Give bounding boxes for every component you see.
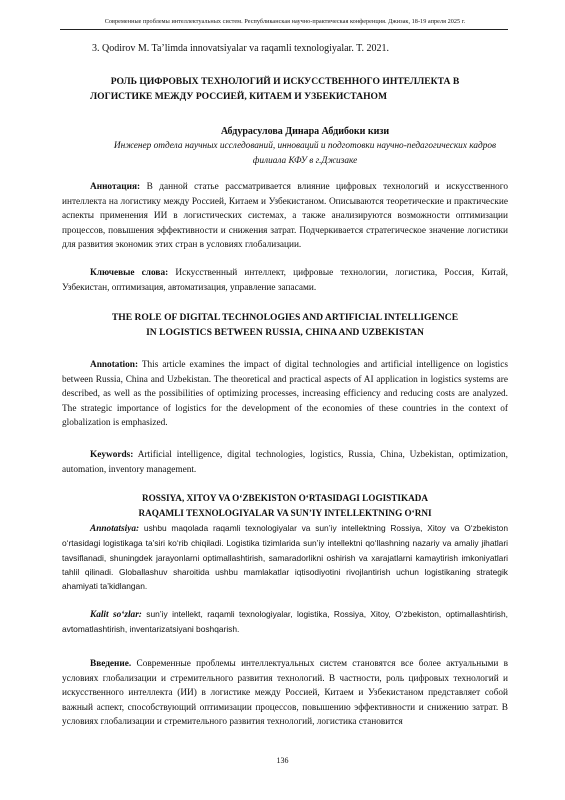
- uz-title-line1: ROSSIYA, XITOY VA O‘ZBEKISTON O‘RTASIDAGI LOGISTIKADA: [141, 493, 429, 503]
- author-affiliation: Инженер отдела научных исследований, инноваций и подготовки научно-педагогических кадров филиала КФУ в г.Джизаке: [113, 141, 497, 166]
- en-abstract-text: This article examines the impact of digital technologies and artificial intelligence on logistics between Russia, China and Uzbekistan. The theoretical and practical aspects of AI application in logistics systems are described, as well as the possibilities of optimizing processes, increasing efficiency and reducing costs are analyzed. The strategic importance of logistics for the development of the economies of these countries in the context of globalization is emphasized.: [62, 360, 508, 428]
- ru-keywords-text: Искусственный интеллект, цифровые технологии, логистика, Россия, Китай, Узбекистан, оптимизация, автоматизация, управление запасами.: [62, 268, 508, 293]
- intro-text: Современные проблемы интеллектуальных систем становятся все более актуальными в условиях глобализации и стремительного развития технологий. В частности, роль цифровых технологий и искусственного интеллекта (ИИ) в логистике между Россией, Китаем и Узбекистаном представляет собой важный аспект, способствующий оптимизации процессов, повышению эффективности и снижению затрат. В условиях глобализации и стремительного развития технологий, логистика становится: [62, 659, 508, 727]
- ru-title-line2: ЛОГИСТИКЕ МЕЖДУ РОССИЕЙ, КИТАЕМ И УЗБЕКИСТАНОМ: [90, 91, 388, 102]
- ru-title: [62, 74, 508, 104]
- page-number: 136: [276, 756, 289, 765]
- en-keywords-label: Keywords:: [90, 450, 134, 460]
- ru-title-line1: РОЛЬ ЦИФРОВЫХ ТЕХНОЛОГИЙ И ИСКУССТВЕННОГО ИНТЕЛЛЕКТА В: [110, 76, 460, 87]
- en-title-line2: IN LOGISTICS BETWEEN RUSSIA, CHINA AND UZBEKISTAN: [146, 327, 424, 338]
- uz-abstract-label: Annotatsiya:: [90, 524, 140, 534]
- uz-keywords-text: sun’iy intellekt, raqamli texnologiyalar, logistika, Rossiya, Xitoy, O‘zbekiston, optimallashtirish, avtomatlashtirish, inventarizatsiyani boshqarish.: [62, 609, 508, 635]
- author-name: Абдурасулова Динара Абдибоки кизи: [220, 126, 390, 137]
- uz-title-line2: RAQAMLI TEXNOLOGIYALAR VA SUN’IY INTELLEKTNING O‘RNI: [138, 508, 432, 518]
- en-abstract: [62, 358, 508, 431]
- header-divider: [60, 29, 508, 30]
- ru-keywords: [62, 266, 508, 295]
- running-header: Современные проблемы интеллектуальных систем. Республиканская научно-практическая конференция. Джизак, 18-19 апреля 2025 г.: [104, 18, 466, 25]
- en-title: [62, 310, 508, 340]
- intro-label: Введение.: [90, 659, 132, 669]
- en-abstract-label: Annotation:: [90, 360, 139, 370]
- ru-abstract: [62, 180, 508, 253]
- uz-keywords: [62, 607, 508, 637]
- en-keywords-text: Artificial intelligence, digital technologies, logistics, Russia, China, Uzbekistan, optimization, automation, inventory management.: [62, 450, 508, 475]
- en-keywords: [62, 448, 508, 477]
- uz-abstract: [62, 521, 508, 593]
- en-title-line1: THE ROLE OF DIGITAL TECHNOLOGIES AND ARTIFICIAL INTELLIGENCE: [111, 312, 459, 323]
- ru-abstract-text: В данной статье рассматривается влияние цифровых технологий и искусственного интеллекта на логистику между Россией, Китаем и Узбекистаном. Описываются теоретические и практические аспекты применения ИИ в логистических системах, а также анализируются возможности оптимизации процессов, повышения эффективности и снижения затрат. Подчеркивается стратегическое значение логистики для развития экономик этих стран в условиях глобализации.: [62, 182, 508, 250]
- reference-item: 3. Qodirov M. Ta’limda innovatsiyalar va raqamli texnologiyalar. T. 2021.: [92, 43, 390, 54]
- uz-keywords-label: Kalit so‘zlar:: [90, 610, 142, 620]
- ru-abstract-label: Аннотация:: [90, 182, 141, 192]
- intro-paragraph: [62, 657, 508, 730]
- ru-keywords-label: Ключевые слова:: [90, 268, 169, 278]
- uz-abstract-text: ushbu maqolada raqamli texnologiyalar va sun’iy intellektning Rossiya, Xitoy va O‘zbekiston o‘rtasidagi logistikaga ta’siri ko‘rib chiqiladi. Logistika tizimlarida sun’iy intellektni qo‘llashning nazariy va amaliy jihatlari tavsiflanadi, shuningdek jarayonlarni optimallashtirish, samaradorlikni oshirish va xarajatlarni kamaytirish imkoniyatlari tahlil qilinadi. Globallashuv sharoitida ushbu mamlakatlar iqtisodiyotini rivojlantirish uchun logistikaning strategik ahamiyati ta’kidlangan.: [62, 523, 508, 592]
- uz-title: [62, 491, 508, 521]
